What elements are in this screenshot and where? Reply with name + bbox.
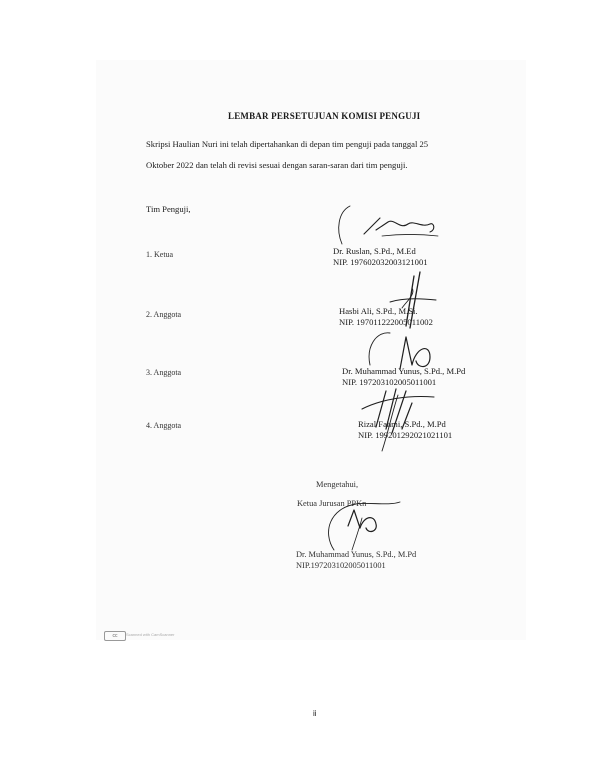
paragraph-line-1: Skripsi Haulian Nuri ini telah dipertahankan di depan tim penguji pada tanggal 25 [146, 139, 429, 149]
signature-examiner-3 [360, 325, 440, 375]
camscanner-text: Scanned with CamScanner [126, 632, 175, 637]
examiner-4-name: Rizal Fahmi, S.Pd., M.Pd [358, 419, 446, 429]
team-label: Tim Penguji, [146, 204, 191, 214]
examiner-1-role: 1. Ketua [146, 250, 174, 259]
paragraph-line-2: Oktober 2022 dan telah di revisi sesuai dengan saran-saran dari tim penguji. [146, 160, 408, 170]
examiner-4-nip: NIP. 199201292021021101 [358, 429, 453, 440]
examiner-2-name: Hasbi Ali, S.Pd., M.Si. [339, 306, 418, 316]
camscanner-logo: cc [104, 631, 126, 641]
signature-examiner-2 [376, 268, 446, 330]
examiner-1-nip: NIP. 197602032003121001 [333, 256, 428, 267]
approval-nip: NIP.197203102005011001 [296, 560, 386, 570]
page-number: ii [313, 709, 317, 718]
approval-known: Mengetahui, [316, 480, 359, 489]
signature-approval [316, 490, 406, 560]
approval-name: Dr. Muhammad Yunus, S.Pd., M.Pd [296, 550, 417, 559]
examiner-2-nip: NIP. 197011222005011002 [339, 316, 433, 327]
examiner-1 [333, 246, 428, 267]
approval-position: Ketua Jurusan PPKn [297, 499, 367, 508]
examiner-3-role: 3. Anggota [146, 368, 182, 377]
signature-examiner-4 [352, 383, 442, 453]
examiner-1-name: Dr. Ruslan, S.Pd., M.Ed [333, 246, 416, 256]
examiner-2-role: 2. Anggota [146, 310, 182, 319]
examiner-4-role: 4. Anggota [146, 421, 182, 430]
document-title: LEMBAR PERSETUJUAN KOMISI PENGUJI [228, 111, 421, 121]
examiner-3-name: Dr. Muhammad Yunus, S.Pd., M.Pd [342, 366, 466, 376]
examiner-3-nip: NIP. 197203102005011001 [342, 376, 437, 387]
signature-examiner-1 [330, 200, 450, 248]
